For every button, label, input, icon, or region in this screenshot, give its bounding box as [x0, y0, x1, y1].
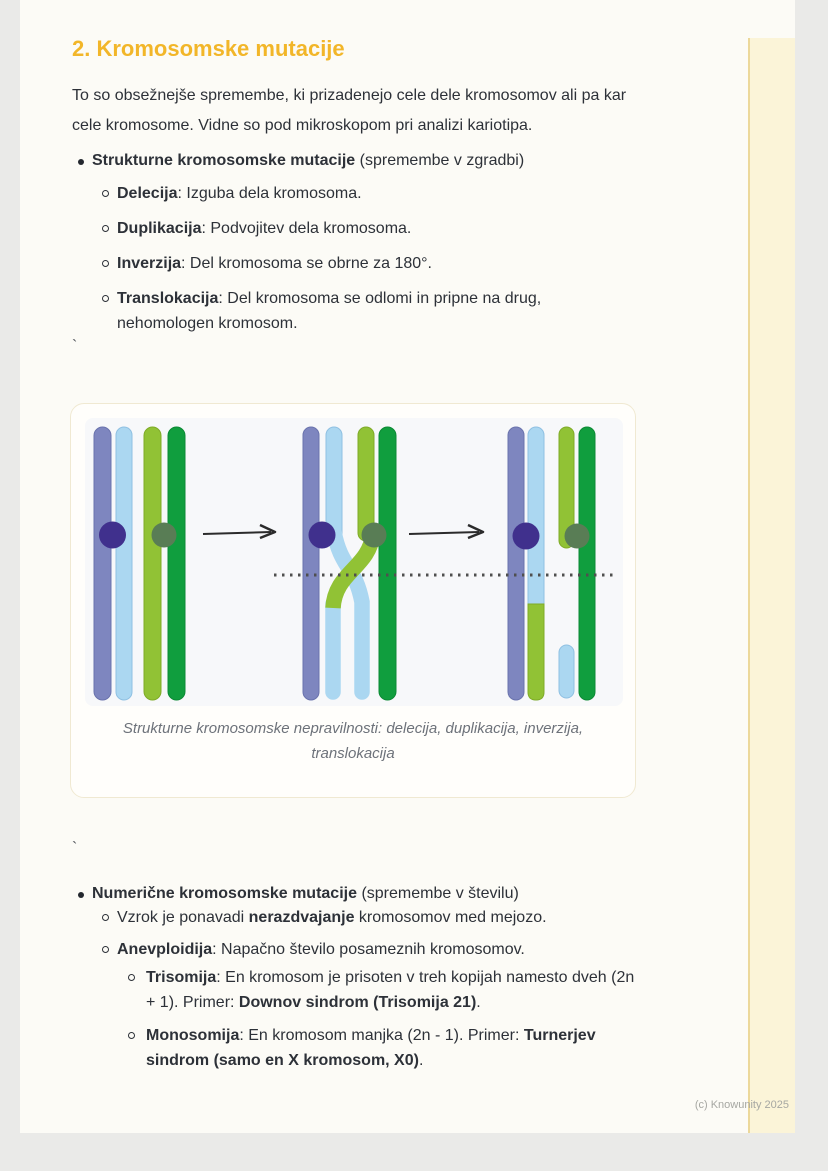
knowunity-watermark: (c) Knowunity 2025 — [694, 1099, 789, 1111]
figure-card — [70, 403, 636, 798]
page-title: 2. Kromosomske mutacije — [72, 36, 345, 61]
text-run: Inverzija — [117, 255, 182, 272]
list-item-trisomija — [146, 968, 634, 988]
text-run: : Del kromosoma se obrne za 180°. — [181, 255, 432, 272]
bullet-circle-icon — [102, 260, 109, 267]
text-run: (spremembe v številu) — [357, 885, 519, 902]
karyotype-normal — [94, 427, 185, 700]
text-run: Anevploidija — [117, 941, 213, 958]
structural-list-header — [92, 151, 524, 171]
text-run: . — [476, 994, 481, 1011]
stray-backtick-mark: ` — [72, 840, 78, 857]
text-run: : Del kromosoma se odlomi in pripne na drug, — [218, 290, 542, 307]
text-run: sindrom (samo en X kromosom, X0) — [146, 1052, 419, 1069]
centromere-purple — [99, 522, 126, 549]
figure-caption-line: translokacija — [311, 745, 395, 762]
bullet-dot-icon — [78, 892, 84, 898]
text-run: Strukturne kromosomske mutacije — [92, 152, 356, 169]
intro-paragraph-line: cele kromosome. Vidne so pod mikroskopom pri analizi kariotipa. — [72, 117, 533, 134]
intro-paragraph-line: To so obsežnejše spremembe, ki prizadenejo cele dele kromosomov ali pa kar — [72, 87, 627, 104]
text-run: Turnerjev — [523, 1027, 596, 1044]
centromere-olive — [152, 523, 177, 548]
bullet-circle-icon — [128, 974, 135, 981]
text-run: : En kromosom manjka (2n - 1). Primer: — [239, 1027, 524, 1044]
text-run: : Podvojitev dela kromosoma. — [201, 220, 412, 237]
text-run: nehomologen kromosom. — [117, 315, 298, 332]
text-run: : Izguba dela kromosoma. — [177, 185, 362, 202]
text-run: Monosomija — [146, 1027, 240, 1044]
list-item-inverzija — [117, 254, 432, 274]
list-item-trisomija-wrap — [146, 993, 481, 1013]
text-run: Duplikacija — [117, 220, 202, 237]
bullet-circle-icon — [128, 1032, 135, 1039]
list-item-translokacija-wrap — [117, 314, 298, 334]
text-run: Downov sindrom (Trisomija 21) — [238, 994, 477, 1011]
text-run: + 1). Primer: — [146, 994, 239, 1011]
text-run: Numerične kromosomske mutacije — [92, 885, 357, 902]
centromere-purple — [513, 523, 540, 550]
figure-caption-line: Strukturne kromosomske nepravilnosti: delecija, duplikacija, inverzija, — [122, 720, 584, 737]
list-item-delecija — [117, 184, 362, 204]
list-item-monosomija — [146, 1026, 596, 1046]
text-run: Trisomija — [146, 969, 217, 986]
centromere-olive — [565, 524, 590, 549]
karyotype-result — [508, 427, 595, 700]
figure-canvas — [85, 418, 623, 706]
stray-backtick-mark: ` — [72, 338, 78, 355]
centromere-olive — [362, 523, 387, 548]
list-item-monosomija-wrap — [146, 1051, 423, 1071]
list-item-duplikacija — [117, 219, 411, 239]
bullet-circle-icon — [102, 295, 109, 302]
text-run: Translokacija — [117, 290, 219, 307]
list-item-vzrok — [117, 908, 547, 928]
numeric-list-header — [92, 884, 519, 904]
bullet-circle-icon — [102, 225, 109, 232]
text-run: : En kromosom je prisoten v treh kopijah namesto dveh (2n — [216, 969, 635, 986]
text-run: kromosomov med mejozo. — [354, 909, 547, 926]
arrow-right-icon — [203, 525, 275, 538]
translocated-segment — [528, 604, 544, 700]
text-run: nerazdvajanje — [248, 909, 355, 926]
centromere-purple — [309, 522, 336, 549]
bullet-dot-icon — [78, 159, 84, 165]
bullet-circle-icon — [102, 190, 109, 197]
text-run: Vzrok je ponavadi — [117, 909, 249, 926]
chromosome-fragment — [559, 645, 574, 698]
text-run: : Napačno število posameznih kromosomov. — [212, 941, 525, 958]
bullet-circle-icon — [102, 946, 109, 953]
arrow-right-icon — [409, 525, 483, 538]
document-page — [20, 0, 795, 1133]
text-run: (spremembe v zgradbi) — [355, 152, 525, 169]
text-run: . — [418, 1052, 424, 1069]
list-item-anevploidija — [117, 940, 525, 960]
structural-mutations-diagram — [85, 418, 623, 706]
right-accent-strip — [748, 38, 795, 1133]
karyotype-crossover — [303, 427, 396, 700]
bullet-circle-icon — [102, 914, 109, 921]
text-run: Delecija — [117, 185, 178, 202]
list-item-translokacija — [117, 289, 541, 309]
